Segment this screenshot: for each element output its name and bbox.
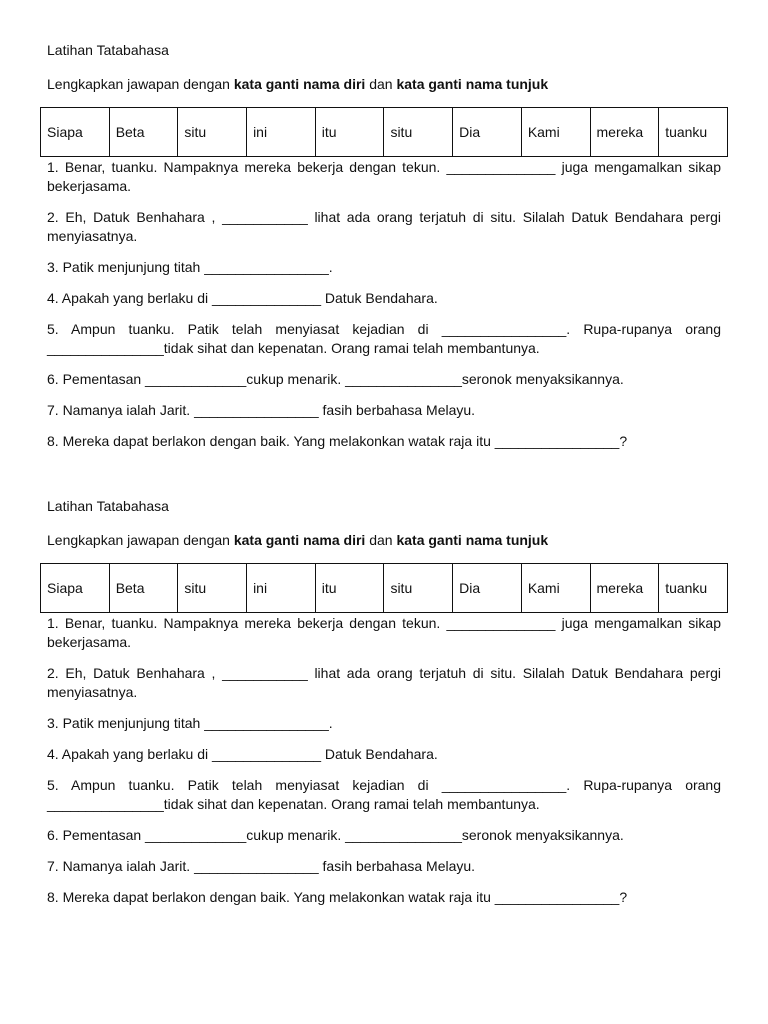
question-item: 3. Patik menjunjung titah ________________. — [47, 715, 333, 731]
word-bank-cell: tuanku — [659, 564, 728, 613]
word-bank-cell: situ — [384, 108, 453, 157]
word-bank-cell: itu — [315, 108, 384, 157]
word-bank-row — [41, 108, 728, 157]
instruction-bold-2: kata ganti nama tunjuk — [396, 532, 549, 548]
worksheet-title: Latihan Tatabahasa — [47, 498, 169, 514]
instruction-bold-2: kata ganti nama tunjuk — [396, 76, 549, 92]
question-item: 8. Mereka dapat berlakon dengan baik. Yang melakonkan watak raja itu ________________? — [47, 433, 628, 449]
worksheet-title: Latihan Tatabahasa — [47, 42, 169, 58]
word-bank-cell: mereka — [590, 564, 659, 613]
word-bank-cell: ini — [247, 564, 316, 613]
question-item: 4. Apakah yang berlaku di ______________ Datuk Bendahara. — [47, 746, 438, 762]
word-bank-cell: Beta — [109, 108, 178, 157]
word-bank-cell: ini — [247, 108, 316, 157]
question-item: 7. Namanya ialah Jarit. ________________ fasih berbahasa Melayu. — [47, 858, 476, 874]
word-bank-table — [40, 107, 728, 157]
word-bank-row — [41, 564, 728, 613]
word-bank-cell: tuanku — [659, 108, 728, 157]
question-item: 3. Patik menjunjung titah ________________. — [47, 259, 333, 275]
instruction-middle: dan — [365, 76, 397, 92]
instruction-prefix: Lengkapkan jawapan dengan — [47, 76, 234, 92]
question-item: 5. Ampun tuanku. Patik telah menyiasat kejadian di ________________. Rupa-rupanya orang _______________tidak sihat dan kepenatan. Orang ramai telah membantunya. — [47, 321, 721, 356]
question-item: 4. Apakah yang berlaku di ______________ Datuk Bendahara. — [47, 290, 438, 306]
word-bank-cell: Dia — [453, 564, 522, 613]
instruction-prefix: Lengkapkan jawapan dengan — [47, 532, 234, 548]
word-bank-cell: itu — [315, 564, 384, 613]
instruction-text — [47, 531, 548, 549]
word-bank-cell: Siapa — [41, 564, 110, 613]
question-item: 2. Eh, Datuk Benhahara , ___________ lihat ada orang terjatuh di situ. Silalah Datuk Bendahara pergi menyiasatnya. — [47, 209, 721, 244]
word-bank-cell: Beta — [109, 564, 178, 613]
instruction-text — [47, 75, 548, 93]
instruction-bold-1: kata ganti nama diri — [233, 532, 366, 548]
word-bank-cell: Siapa — [41, 108, 110, 157]
instruction-middle: dan — [365, 532, 397, 548]
word-bank-cell: Kami — [521, 108, 590, 157]
question-item: 1. Benar, tuanku. Nampaknya mereka bekerja dengan tekun. ______________ juga mengamalkan sikap bekerjasama. — [47, 615, 721, 650]
word-bank-cell: Dia — [453, 108, 522, 157]
question-item: 6. Pementasan _____________cukup menarik. _______________seronok menyaksikannya. — [47, 371, 624, 387]
question-item: 2. Eh, Datuk Benhahara , ___________ lihat ada orang terjatuh di situ. Silalah Datuk Bendahara pergi menyiasatnya. — [47, 665, 721, 700]
question-list — [47, 614, 721, 907]
question-item: 5. Ampun tuanku. Patik telah menyiasat kejadian di ________________. Rupa-rupanya orang _______________tidak sihat dan kepenatan. Orang ramai telah membantunya. — [47, 777, 721, 812]
word-bank-cell: situ — [178, 564, 247, 613]
question-item: 8. Mereka dapat berlakon dengan baik. Yang melakonkan watak raja itu ________________? — [47, 889, 628, 905]
question-item: 6. Pementasan _____________cukup menarik. _______________seronok menyaksikannya. — [47, 827, 624, 843]
word-bank-cell: situ — [384, 564, 453, 613]
question-item: 1. Benar, tuanku. Nampaknya mereka bekerja dengan tekun. ______________ juga mengamalkan sikap bekerjasama. — [47, 159, 721, 194]
word-bank-cell: mereka — [590, 108, 659, 157]
word-bank-cell: Kami — [521, 564, 590, 613]
instruction-bold-1: kata ganti nama diri — [233, 76, 366, 92]
question-list — [47, 158, 721, 451]
word-bank-cell: situ — [178, 108, 247, 157]
word-bank-table — [40, 563, 728, 613]
question-item: 7. Namanya ialah Jarit. ________________ fasih berbahasa Melayu. — [47, 402, 476, 418]
